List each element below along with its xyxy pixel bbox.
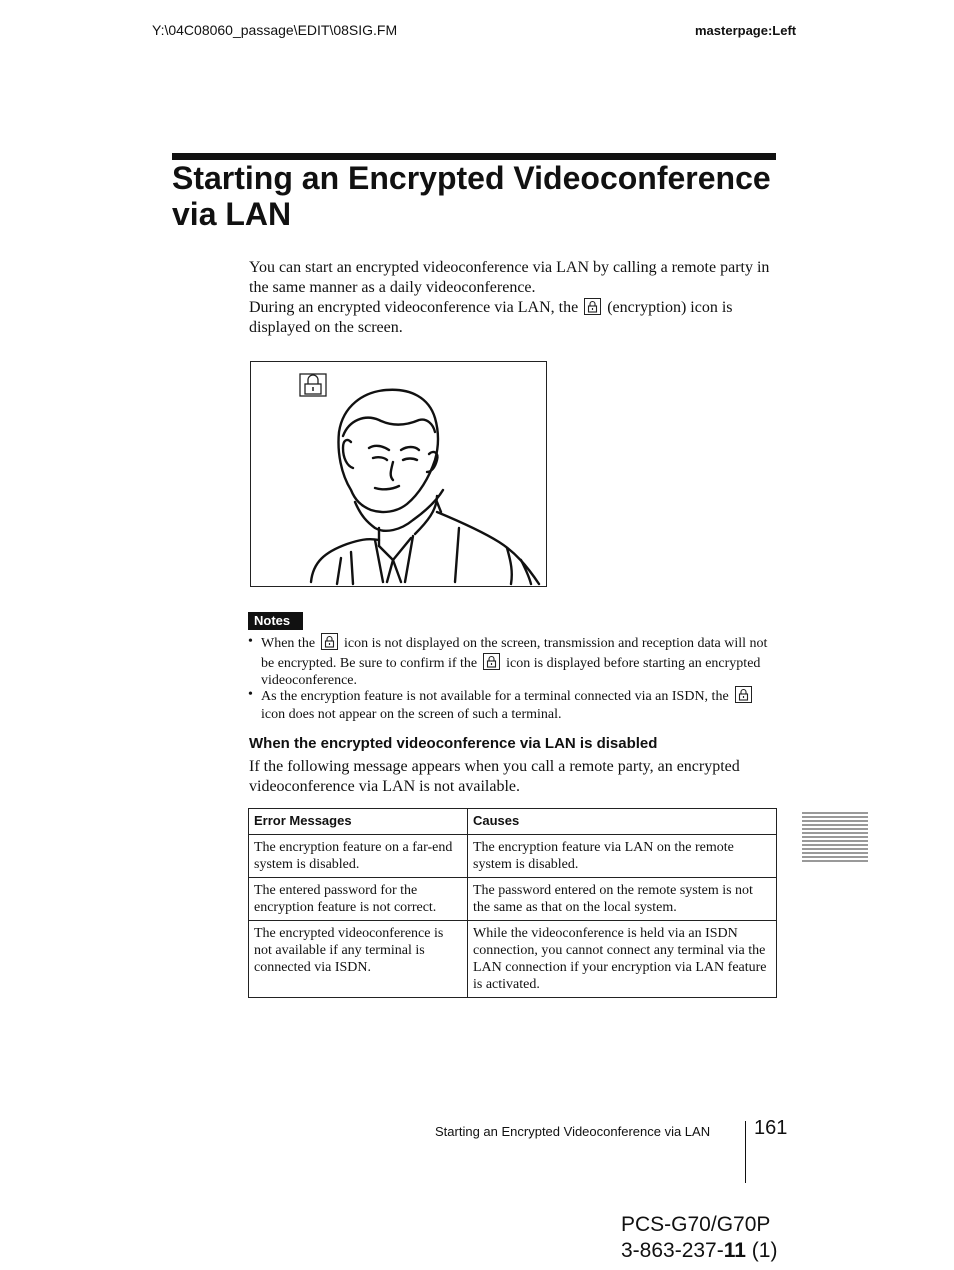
note1-text-b: icon is not displayed on the screen, transmission and reception data will not be encrypted. Be sure to confirm if the: [261, 636, 768, 671]
videoconference-screen-illustration: [250, 361, 547, 587]
table-cell: The password entered on the remote system is not the same as that on the local system.: [468, 878, 777, 921]
page-number: 161: [754, 1117, 788, 1139]
lock-icon: [584, 298, 601, 315]
table-cell: The encryption feature via LAN on the remote system is disabled.: [468, 835, 777, 878]
page-title-line2: via LAN: [172, 196, 292, 232]
intro-p2-after: (encryption) icon is displayed on the screen.: [249, 299, 733, 336]
table-cell: The entered password for the encryption feature is not correct.: [249, 878, 468, 921]
document-code: [621, 1238, 777, 1264]
page-title: [172, 160, 792, 232]
lock-icon: [735, 686, 752, 703]
table-row: [249, 921, 777, 998]
masterpage-label: masterpage:Left: [695, 23, 797, 38]
footer-rule: [745, 1121, 746, 1183]
table-cell: The encryption feature on a far-end system is disabled.: [249, 835, 468, 878]
table-header-row: [249, 809, 777, 835]
note-item-1: [248, 633, 776, 690]
code-bold: 11: [723, 1239, 746, 1262]
note-item-2: [248, 686, 776, 723]
code-prefix: 3-863-237-: [621, 1239, 724, 1262]
intro-p2-before: During an encrypted videoconference via LAN, the: [249, 299, 579, 316]
column-header-causes: Causes: [468, 809, 777, 835]
intro-paragraph: [249, 258, 779, 338]
note1-text-a: When the: [261, 636, 316, 651]
note1-text-c: icon is displayed before starting an encrypted videoconference.: [261, 655, 761, 688]
table-cell: While the videoconference is held via an ISDN connection, you cannot connect any terminal via the LAN connection if your encryption via LAN feature is activated.: [468, 921, 777, 998]
model-info: [621, 1212, 777, 1264]
lock-icon: [321, 633, 338, 650]
chapter-tab-marker: [802, 811, 868, 863]
intro-p1: You can start an encrypted videoconference via LAN by calling a remote party in the same manner as a daily videoconference.: [249, 259, 770, 296]
note2-text-b: icon does not appear on the screen of such a terminal.: [261, 706, 562, 722]
table-row: [249, 878, 777, 921]
section-heading: When the encrypted videoconference via LAN is disabled: [249, 735, 658, 752]
model-number: PCS-G70/G70P: [621, 1213, 771, 1236]
person-illustration: [251, 362, 546, 586]
table-row: [249, 835, 777, 878]
footer-section-title: Starting an Encrypted Videoconference via LAN: [435, 1124, 711, 1139]
bullet: •: [248, 687, 253, 702]
file-path-header: Y:\04C08060_passage\EDIT\08SIG.FM: [152, 22, 398, 38]
code-suffix: (1): [745, 1239, 778, 1262]
error-messages-table: [248, 808, 777, 998]
section-intro: If the following message appears when you call a remote party, an encrypted videoconference via LAN is not available.: [249, 758, 740, 795]
table-cell: The encrypted videoconference is not available if any terminal is connected via ISDN.: [249, 921, 468, 998]
page-title-line1: Starting an Encrypted Videoconference: [172, 160, 771, 196]
intro-p2: [249, 298, 779, 338]
title-rule: [172, 153, 776, 160]
note2-text-a: As the encryption feature is not available for a terminal connected via an ISDN, the: [261, 689, 729, 704]
notes-label: Notes: [248, 612, 303, 630]
bullet: •: [248, 634, 253, 649]
lock-icon: [483, 653, 500, 670]
column-header-error-messages: Error Messages: [249, 809, 468, 835]
lock-icon: [300, 374, 326, 396]
